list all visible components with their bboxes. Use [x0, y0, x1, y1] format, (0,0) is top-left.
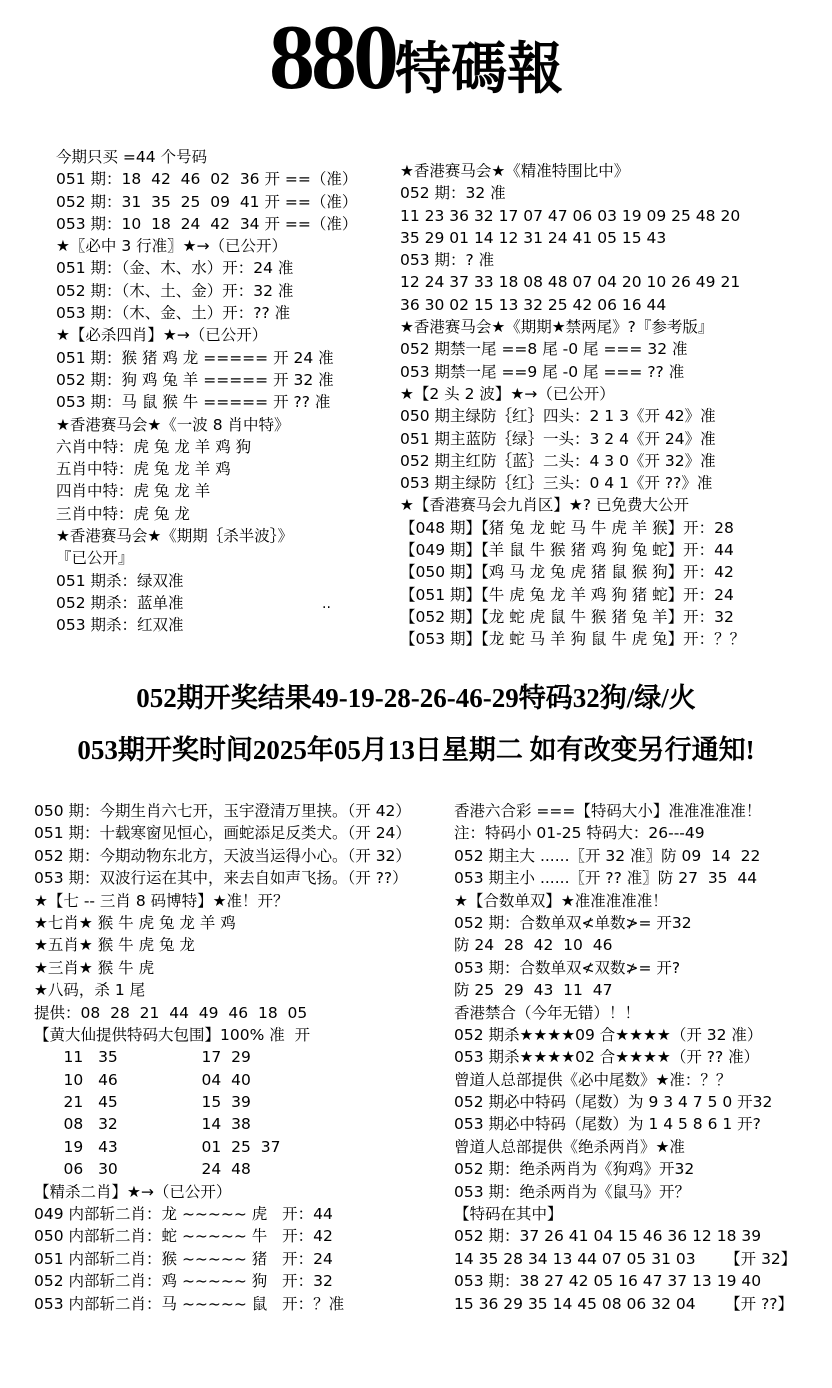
- text-line: ★【合数单双】★准准准准准！: [454, 891, 668, 910]
- text-line: ★香港赛马会★《期期｛杀半波｝》: [56, 527, 294, 546]
- text-line: 053 期杀★★★★02 合★★★★（开 ?? 准）: [454, 1048, 760, 1067]
- left-upper-column: [56, 146, 357, 637]
- text-line: 【049 期】【羊 鼠 牛 猴 猪 鸡 狗 兔 蛇】开：44: [400, 541, 734, 560]
- text-line: 【特码在其中】: [454, 1205, 563, 1224]
- stray-dots: ..: [322, 596, 331, 612]
- text-line: 052 期：今期动物东北方，天波当运得小心。（开 32）: [34, 846, 411, 865]
- text-line: ★香港赛马会★《期期★禁两尾》?『参考版』: [400, 318, 714, 337]
- text-line: ★五肖★ 猴 牛 虎 兔 龙: [34, 936, 195, 955]
- text-line: ★香港赛马会★《精准特围比中》: [400, 162, 630, 180]
- text-line: ★【七 -- 三肖 8 码博特】★准！开？: [34, 891, 289, 910]
- text-line: 052 期：狗 鸡 兔 羊 ===== 开 32 准: [56, 370, 334, 389]
- text-line: ★【香港赛马会九肖区】★? 已免费大公开: [400, 496, 689, 515]
- text-line: 053 期：? 准: [400, 251, 495, 270]
- text-line: 四肖中特：虎 兔 龙 羊: [56, 482, 211, 501]
- text-line: 【精杀二肖】★→（已公开）: [34, 1182, 232, 1201]
- text-line: ★〖必中 3 行准〗★→（已公开）: [56, 237, 287, 256]
- title-word: 特碼報: [395, 37, 563, 102]
- text-line: 052 期杀：蓝单准: [56, 593, 184, 612]
- text-line: 051 期：十载寒窗见恒心，画蛇添足反类犬。（开 24）: [34, 824, 411, 843]
- text-line: 052 期：合数单双≮单数≯= 开32: [454, 913, 692, 932]
- text-line: 【051 期】【牛 虎 兔 龙 羊 鸡 狗 猪 蛇】开：24: [400, 585, 734, 604]
- text-line: 香港禁合（今年无错）！！: [454, 1003, 641, 1022]
- text-line: 提供：08 28 21 44 49 46 18 05: [34, 1003, 308, 1022]
- text-line: 06 30 24 48: [34, 1160, 251, 1179]
- text-line: 053 期：38 27 42 05 16 47 37 13 19 40: [454, 1272, 762, 1291]
- text-line: 香港六合彩 ===【特码大小】准准准准准！: [454, 802, 762, 820]
- text-line: 052 期：绝杀两肖为《狗鸡》开32: [454, 1160, 695, 1179]
- text-line: 053 期主绿防｛红｝三头：0 4 1《开 ??》准: [400, 474, 713, 493]
- text-line: 050 期：今期生肖六七开，玉宇澄清万里挟。（开 42）: [34, 802, 411, 820]
- text-line: 053 期杀：红双准: [56, 616, 184, 635]
- title-number: 880: [269, 6, 395, 108]
- right-upper-column: [400, 160, 745, 651]
- text-line: 11 35 17 29: [34, 1048, 251, 1067]
- text-line: 053 期：合数单双≮双数≯= 开?: [454, 958, 681, 977]
- newspaper-title: [0, 6, 832, 108]
- text-line: 051 期杀：绿双准: [56, 571, 184, 590]
- text-line: 11 23 36 32 17 07 47 06 03 19 09 25 48 20: [400, 206, 741, 225]
- text-line: 21 45 15 39: [34, 1093, 251, 1112]
- text-line: ★【2 头 2 波】★→（已公开）: [400, 384, 615, 403]
- text-line: 049 内部斩二肖：龙 ~~~~~ 虎 开：44: [34, 1205, 333, 1224]
- text-line: 053 期主小 ......〖开 ?? 准〗防 27 35 44: [454, 869, 758, 888]
- text-line: 【048 期】【猪 兔 龙 蛇 马 牛 虎 羊 猴】开：28: [400, 518, 734, 537]
- text-line: 052 期杀★★★★09 合★★★★（开 32 准）: [454, 1025, 763, 1044]
- text-line: 052 期：37 26 41 04 15 46 36 12 18 39: [454, 1227, 762, 1246]
- text-line: 051 期：18 42 46 02 36 开 ==（准）: [56, 170, 358, 189]
- text-line: ★香港赛马会★《一波 8 肖中特》: [56, 415, 290, 434]
- text-line: 08 32 14 38: [34, 1115, 251, 1134]
- text-line: 052 期必中特码（尾数）为 9 3 4 7 5 0 开32: [454, 1093, 773, 1112]
- text-line: 053 内部斩二肖：马 ~~~~~ 鼠 开：？准: [34, 1294, 345, 1313]
- text-line: 052 期：（木、土、金）开：32 准: [56, 281, 294, 300]
- text-line: 052 期主大 ......〖开 32 准〗防 09 14 22: [454, 846, 761, 865]
- text-line: 052 期禁一尾 ==8 尾 -0 尾 === 32 准: [400, 340, 688, 359]
- left-lower-column: [34, 800, 411, 1315]
- text-line: 051 内部斩二肖：猴 ~~~~~ 猪 开：24: [34, 1249, 333, 1268]
- result-banner: 052期开奖结果49-19-28-26-46-29特码32狗/绿/火: [136, 683, 696, 713]
- text-line: 053 期必中特码（尾数）为 1 4 5 8 6 1 开?: [454, 1115, 761, 1134]
- text-line: 052 期：31 35 25 09 41 开 ==（准）: [56, 192, 358, 211]
- text-line: 36 30 02 15 13 32 25 42 06 16 44: [400, 295, 667, 314]
- text-line: 12 24 37 33 18 08 48 07 04 20 10 26 49 21: [400, 273, 741, 292]
- text-line: ★【必杀四肖】★→（已公开）: [56, 326, 268, 345]
- text-line: 【黄大仙提供特码大包围】100% 准 开: [34, 1025, 311, 1044]
- text-line: 053 期：（木、金、土）开：?? 准: [56, 304, 291, 323]
- text-line: ★三肖★ 猴 牛 虎: [34, 958, 155, 977]
- text-line: 防 25 29 43 11 47: [454, 981, 613, 1000]
- text-line: 三肖中特：虎 兔 龙: [56, 504, 190, 523]
- text-line: 五肖中特：虎 兔 龙 羊 鸡: [56, 460, 231, 479]
- text-line: 051 期：（金、木、水）开：24 准: [56, 259, 294, 278]
- text-line: 【053 期】【龙 蛇 马 羊 狗 鼠 牛 虎 兔】开：？？: [400, 630, 746, 649]
- text-line: 052 内部斩二肖：鸡 ~~~~~ 狗 开：32: [34, 1272, 333, 1291]
- text-line: ★七肖★ 猴 牛 虎 兔 龙 羊 鸡: [34, 913, 236, 932]
- text-line: 052 期主红防｛蓝｝二头：4 3 0《开 32》准: [400, 451, 716, 470]
- text-line: 今期只买 =44 个号码: [56, 148, 208, 166]
- text-line: 053 期：10 18 24 42 34 开 ==（准）: [56, 214, 358, 233]
- text-line: 【050 期】【鸡 马 龙 兔 虎 猪 鼠 猴 狗】开：42: [400, 563, 734, 582]
- text-line: 052 期：32 准: [400, 184, 506, 203]
- text-line: 六肖中特：虎 兔 龙 羊 鸡 狗: [56, 437, 252, 456]
- text-line: 【052 期】【龙 蛇 虎 鼠 牛 猴 猪 兔 羊】开：32: [400, 607, 734, 626]
- text-line: 『已公开』: [56, 549, 134, 568]
- text-line: 050 内部斩二肖：蛇 ~~~~~ 牛 开：42: [34, 1227, 333, 1246]
- text-line: 15 36 29 35 14 45 08 06 32 04 【开 ??】: [454, 1294, 794, 1313]
- text-line: 053 期：双波行运在其中，来去自如声飞扬。（开 ??）: [34, 869, 408, 888]
- text-line: 050 期主绿防｛红｝四头：2 1 3《开 42》准: [400, 407, 716, 426]
- text-line: 051 期：猴 猪 鸡 龙 ===== 开 24 准: [56, 348, 334, 367]
- text-line: ★八码，杀 1 尾: [34, 981, 146, 1000]
- text-line: 053 期禁一尾 ==9 尾 -0 尾 === ?? 准: [400, 362, 685, 381]
- text-line: 曾道人总部提供《绝杀两肖》★准: [454, 1137, 685, 1156]
- text-line: 曾道人总部提供《必中尾数》★准：？？: [454, 1070, 732, 1089]
- right-lower-column: [454, 800, 796, 1315]
- text-line: 35 29 01 14 12 31 24 41 05 15 43: [400, 228, 667, 247]
- text-line: 053 期：马 鼠 猴 牛 ===== 开 ?? 准: [56, 393, 331, 412]
- text-line: 10 46 04 40: [34, 1070, 251, 1089]
- schedule-banner: 053期开奖时间2025年05月13日星期二 如有改变另行通知!: [77, 735, 755, 765]
- text-line: 14 35 28 34 13 44 07 05 31 03 【开 32】: [454, 1249, 797, 1268]
- text-line: 19 43 01 25 37: [34, 1137, 281, 1156]
- text-line: 注：特码小 01-25 特码大：26---49: [454, 824, 705, 843]
- text-line: 防 24 28 42 10 46: [454, 936, 613, 955]
- text-line: 053 期：绝杀两肖为《鼠马》开？: [454, 1182, 691, 1201]
- text-line: 051 期主蓝防｛绿｝一头：3 2 4《开 24》准: [400, 429, 716, 448]
